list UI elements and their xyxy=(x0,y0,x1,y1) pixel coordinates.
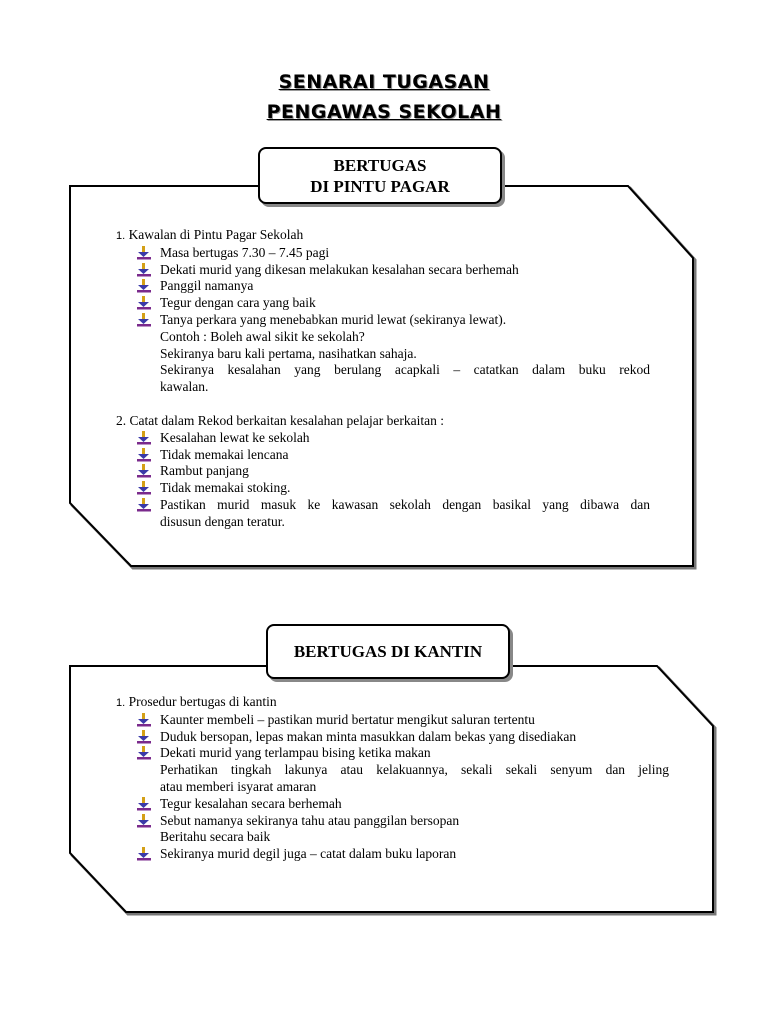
list-item xyxy=(160,262,650,279)
list-item xyxy=(160,497,650,514)
list-item-text: Dekati murid yang dikesan melakukan kesalahan secara berhemah xyxy=(160,261,519,277)
bullet-list xyxy=(116,846,669,863)
bullet-icon xyxy=(136,481,152,495)
bullet-icon xyxy=(136,279,152,293)
list-item-text: Dekati murid yang terlampau bising ketika makan xyxy=(160,745,431,761)
bullet-icon xyxy=(136,814,152,828)
list-item-text: Tegur dengan cara yang baik xyxy=(160,295,316,311)
section2-content xyxy=(116,694,669,863)
list-item xyxy=(160,278,650,295)
bullet-icon xyxy=(136,296,152,310)
item-number: 1. xyxy=(116,697,126,709)
section1-content xyxy=(116,227,650,531)
item-heading-text: 2. Catat dalam Rekod berkaitan kesalahan pelajar berkaitan : xyxy=(116,412,444,428)
list-item xyxy=(160,463,650,480)
bullet-list xyxy=(116,796,669,830)
section2-label: BERTUGAS DI KANTIN xyxy=(266,624,510,679)
bullet-icon xyxy=(136,246,152,260)
list-item-text: Masa bertugas 7.30 – 7.45 pagi xyxy=(160,244,330,260)
list-item-text: Tegur kesalahan secara berhemah xyxy=(160,795,342,811)
bullet-icon xyxy=(136,797,152,811)
list-item xyxy=(160,480,650,497)
bullet-icon xyxy=(136,713,152,727)
bullet-list xyxy=(116,430,650,514)
bullet-icon xyxy=(136,313,152,327)
list-item xyxy=(160,846,669,863)
item-heading xyxy=(116,694,669,712)
page-title-line2: PENGAWAS SEKOLAH xyxy=(266,101,502,123)
section1-label-line1: BERTUGAS xyxy=(333,156,427,175)
continuation-line: Sekiranya baru kali pertama, nasihatkan sahaja. xyxy=(160,345,417,361)
bullet-list xyxy=(116,712,669,762)
continuation-line: Contoh : Boleh awal sikit ke sekolah? xyxy=(160,328,365,344)
list-item-text: Tidak memakai stoking. xyxy=(160,480,291,496)
bullet-list xyxy=(116,245,650,329)
list-item xyxy=(160,813,669,830)
bullet-icon xyxy=(136,464,152,478)
bullet-icon xyxy=(136,448,152,462)
list-item xyxy=(160,796,669,813)
item-number: 1. xyxy=(116,230,126,242)
bullet-icon xyxy=(136,263,152,277)
bullet-icon xyxy=(136,730,152,744)
list-item-text: Duduk bersopan, lepas makan minta masukkan dalam bekas yang disediakan xyxy=(160,728,577,744)
continuation-line: Beritahu secara baik xyxy=(160,829,271,845)
bullet-icon xyxy=(136,746,152,760)
item-heading-text: Prosedur bertugas di kantin xyxy=(128,694,277,709)
item-heading xyxy=(116,227,650,245)
list-item xyxy=(160,712,669,729)
list-item-text: Sekiranya murid degil juga – catat dalam buku laporan xyxy=(160,846,457,862)
list-item xyxy=(160,447,650,464)
list-item-text: Kesalahan lewat ke sekolah xyxy=(160,429,310,445)
list-item xyxy=(160,312,650,329)
list-item xyxy=(160,295,650,312)
continuation-line: atau memberi isyarat amaran xyxy=(160,778,317,794)
continuation-line: disusun dengan teratur. xyxy=(160,513,285,529)
list-item-text: Panggil namanya xyxy=(160,278,254,294)
list-item-text: Sebut namanya sekiranya tahu atau panggilan bersopan xyxy=(160,812,460,828)
list-item xyxy=(160,729,669,746)
list-item xyxy=(160,745,669,762)
list-item xyxy=(160,430,650,447)
item-heading-text: Kawalan di Pintu Pagar Sekolah xyxy=(128,227,304,242)
list-item-text: Tanya perkara yang menebabkan murid lewat (sekiranya lewat). xyxy=(160,311,507,327)
continuation-line: Perhatikan tingkah lakunya atau kelakuannya, sekali sekali senyum dan jeling xyxy=(160,762,669,778)
bullet-icon xyxy=(136,431,152,445)
list-item-text: Pastikan murid masuk ke kawasan sekolah dengan basikal yang dibawa dan xyxy=(160,496,650,512)
continuation-line: Sekiranya kesalahan yang berulang acapkali – catatkan dalam buku rekod xyxy=(160,362,650,378)
list-item-text: Rambut panjang xyxy=(160,463,249,479)
page-title-line1: SENARAI TUGASAN xyxy=(278,71,490,93)
continuation-line: kawalan. xyxy=(160,379,209,395)
section1-label-line2: DI PINTU PAGAR xyxy=(310,177,450,196)
bullet-icon xyxy=(136,847,152,861)
list-item-text: Kaunter membeli – pastikan murid bertatur mengikut saluran tertentu xyxy=(160,711,535,727)
section1-label xyxy=(258,147,502,204)
bullet-icon xyxy=(136,498,152,512)
list-item-text: Tidak memakai lencana xyxy=(160,446,289,462)
list-item xyxy=(160,245,650,262)
